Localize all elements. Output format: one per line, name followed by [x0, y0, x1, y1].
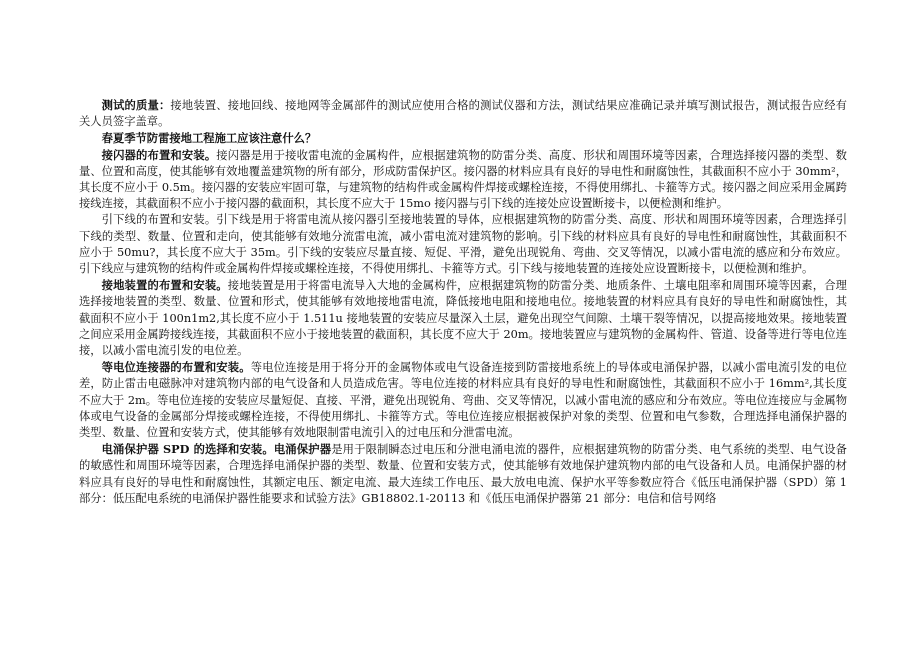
paragraph-body: 接地装置是用于将雷电流导入大地的金属构件，应根据建筑物的防雷分类、地质条件、土壤电阻率和周围环境等因素，合理选择接地装置的类型、数量、位置和形式，使其能够有效地接地雷电流，降低接地电阻和接地电位。接地装置的材料应具有良好的导电性和耐腐蚀性，其截面积不应小于 100n1m2,其长度不应小于 1.511u 接地装置的安装应尽量深入土层，避免出现空气间隙、土壤干裂等情况，以提高接地效果。接地装置之间应采用金属跨接线连接，其截面积不应小于接地装置的截面积，其长度不应大于 20m。接地装置应与建筑物的金属构件、管道、设备等进行等电位连接，以减小雷电流引发的电位差。 [79, 279, 847, 358]
paragraph-body: 接闪器是用于接收雷电流的金属构件，应根据建筑物的防雷分类、高度、形状和周围环境等因素，合理选择接闪器的类型、数量、位置和高度，使其能够有效地覆盖建筑物的所有部分，形成防雷保护区。接闪器的材料应具有良好的导电性和耐腐蚀性，其截面积不应小于 30mm²，其长度不应小于 0.5m。接闪器的安装应牢固可靠，与建筑物的结构件或金属构件焊接或螺栓连接，不得使用绑扎、卡箍等方式。接闪器之间应采用金属跨接线连接，其截面积不应小于接闪器的截面积，其长度不应大于 15mo 接闪器与引下线的连接处应设置断接卡，以便检测和维护。 [79, 148, 847, 211]
paragraph-surge-protector [79, 441, 847, 507]
section-heading: 春夏季节防雷接地工程施工应该注意什么？ [101, 131, 317, 146]
paragraph-test-quality [79, 97, 847, 130]
paragraph-body: 引下线的布置和安装。引下线是用于将雷电流从接闪器引至接地装置的导体，应根据建筑物的防雷分类、高度、形状和周围环境等因素，合理选择引下线的类型、数量、位置和走向，使其能够有效地分流雷电流，减小雷电流对建筑物的影响。引下线的材料应具有良好的导电性和耐腐蚀性，其截面积不应小于 50mu?，其长度不应大于 35m。引下线的安装应尽量直接、短促、平滑，避免出现锐角、弯曲、交叉等情况，以减小雷电流的感应和分布效应。引下线应与建筑物的结构件或金属构件焊接或螺栓连接，不得使用绑扎、卡箍等方式。引下线与接地装置的连接处应设置断接卡，以便检测和维护。 [79, 213, 847, 276]
paragraph-lead-secondary: 电涌保护器 [273, 442, 332, 457]
paragraph-lead: 电涌保护器 SPD 的选择和安装。 [101, 442, 274, 457]
paragraph-lead: 接闪器的布置和安装。 [101, 147, 217, 162]
paragraph-down-conductor [79, 212, 847, 277]
paragraph-body: 是用于限制瞬态过电压和分泄电涌电流的器件，应根据建筑物的防雷分类、电气系统的类型、电气设备的敏感性和周围环境等因素，合理选择电涌保护器的类型、数量、位置和安装方式，使其能够有效地保护建筑物内部的电气设备和人员。电涌保护器的材料应具有良好的导电性和耐腐蚀性，其额定电压、额定电流、最大连续工作电压、最大放电电流、保护水平等参数应符合《低压电涌保护器（SPD）第 1 部分：低压配电系统的电涌保护器性能要求和试验方法》GB18802.1-20113 和《低压电涌保护器第 21 部分：电信和信号网络 [79, 443, 847, 505]
paragraph-grounding-device [79, 277, 847, 359]
paragraph-air-terminal [79, 147, 847, 213]
paragraph-body: 接地装置、接地回线、接地网等金属部件的测试应使用合格的测试仪器和方法，测试结果应准确记录并填写测试报告，测试报告应经有关人员签字盖章。 [79, 99, 847, 129]
paragraph-lead: 测试的质量： [101, 98, 171, 112]
paragraph-body: 等电位连接是用于将分开的金属物体或电气设备连接到防雷接地系统上的导体或电涌保护器，以减小雷电流引发的电位差，防止雷击电磁脉冲对建筑物内部的电气设备和人员造成危害。等电位连接的材料应具有良好的导电性和耐腐蚀性，其截面积不应小于 16mm²,其长度不应大于 2m。等电位连接的安装应尽量短促、直接、平滑，避免出现锐角、弯曲、交叉等情况，以减小雷电流的感应和分布效应。等电位连接应与金属物体或电气设备的金属部分焊接或螺栓连接，不得使用绑扎、卡箍等方式。等电位连接应根据被保护对象的类型、位置和电气参数，合理选择电涌保护器的类型、数量、位置和安装方式，使其能够有效地限制雷电流引入的过电压和分泄雷电流。 [79, 361, 847, 440]
paragraph-equipotential-bonding [79, 359, 847, 441]
document-page [79, 97, 847, 507]
paragraph-lead: 接地装置的布置和安装。 [101, 278, 228, 293]
paragraph-lead: 等电位连接器的布置和安装。 [101, 360, 251, 375]
